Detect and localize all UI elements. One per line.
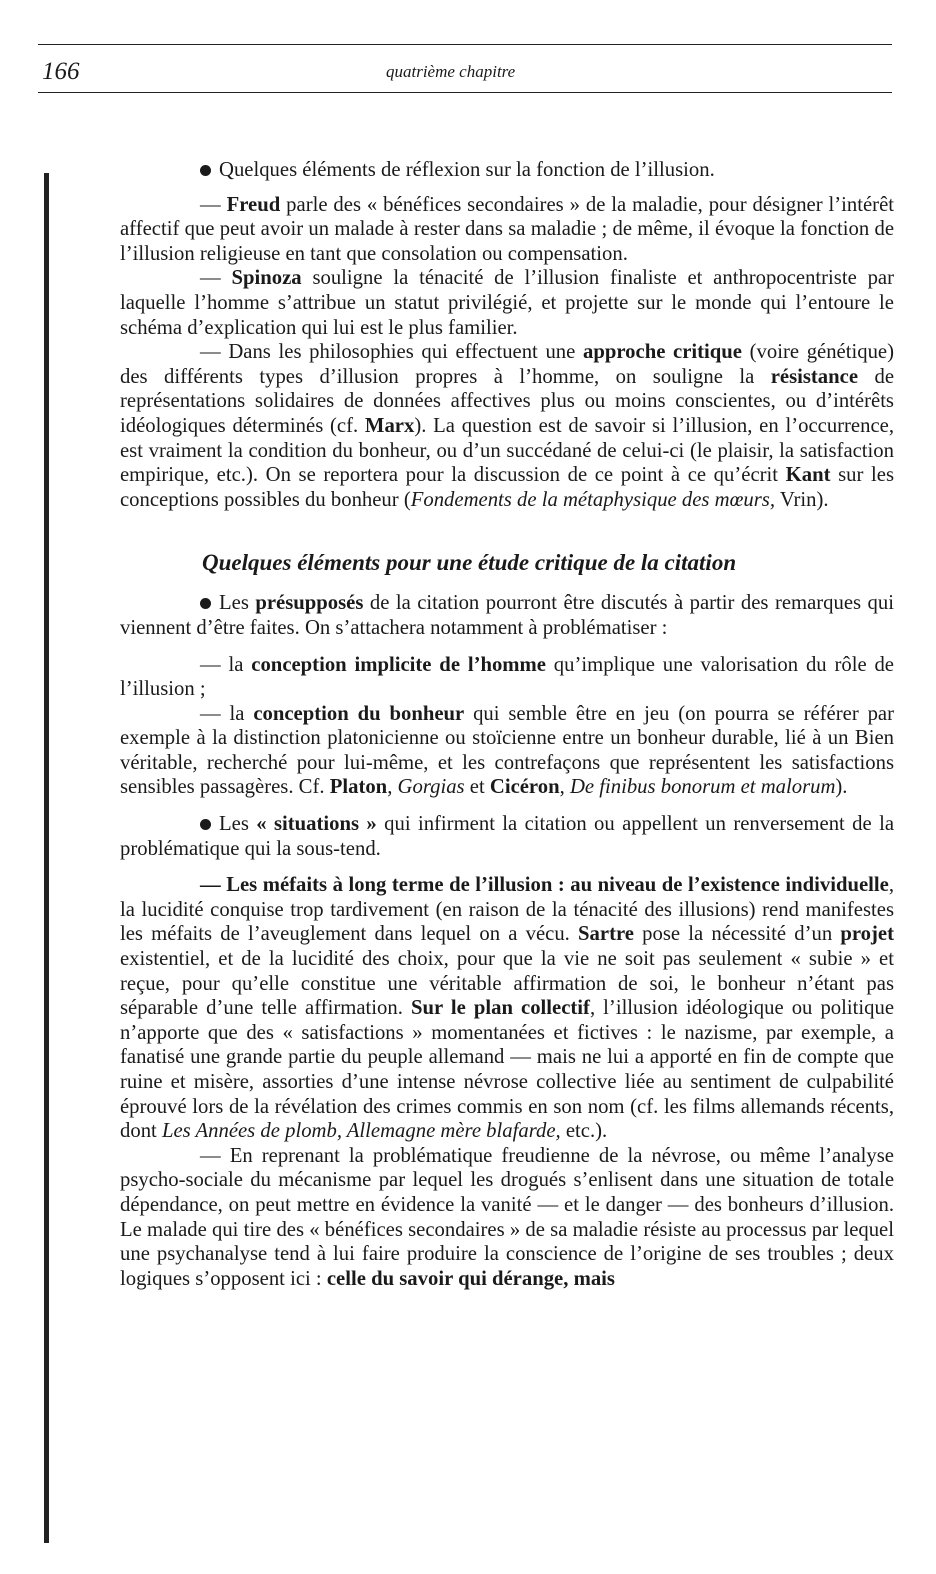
paragraph-spinoza: — Spinoza souligne la ténacité de l’illusion finaliste et anthropocentriste par laquelle l’homme s’attribue un statut privilégié, et projette sur le monde qui l’entoure le schéma d’explication qui lui est le plus familier. <box>120 267 895 339</box>
name-freud: Freud <box>226 193 281 216</box>
name-spinoza: Spinoza <box>231 267 302 290</box>
bullet-icon <box>200 598 211 609</box>
paragraph-conception-homme: — la conception implicite de l’homme qu’implique une valorisation du rôle de l’illusion ; <box>120 653 894 701</box>
bullet-paragraph-situations: Les « situations » qui infirment la citation ou appellent un renversement de la problématique qui la sous-tend. <box>120 813 894 860</box>
header-rule-bottom <box>38 92 892 93</box>
margin-bar <box>44 173 49 1543</box>
page-number: 166 <box>42 58 80 85</box>
bullet-icon <box>200 819 211 830</box>
paragraph-mefaits: — Les méfaits à long terme de l’illusion : au niveau de l’existence individuelle, la lucidité conquise trop tardivement (en raison de la ténacité des illusions) rend manifestes les méfaits de l’aveuglement dans lequel on a vécu. Sartre pose la nécessité d’un projet existentiel, et de la lucidité des choix, pour que la vie ne soit pas seulement « subie » et reçue, pour qu’elle constitue une véritable affirmation de soi, le bonheur n’étant pas séparable d’une telle affirmation. Sur le plan collectif, l’illusion idéologique ou politique n’apporte que des « satisfactions » momentanées et fictives : le nazisme, par exemple, a fanatisé une grande partie du peuple allemand — mais ne lui a apporté en fin de compte que ruine et misère, assorties d’une intense névrose collective liée au sentiment de culpabilité éprouvé lors de la révélation des crimes commis en son nom (cf. les films allemands récents, dont Les Années de plomb, Allemagne mère blafarde, etc.). <box>120 874 895 1143</box>
paragraph-freud: — Freud parle des « bénéfices secondaires » de la maladie, pour désigner l’intérêt affectif que peut avoir un malade à rester dans sa maladie ; de même, il évoque la fonction de l’illusion religieuse en tant que consolation ou compensation. <box>120 193 895 265</box>
paragraph-conception-bonheur: — la conception du bonheur qui semble être en jeu (on pourra se référer par exemple à la distinction platonicienne ou stoïcienne entre un bonheur durable, lié à un Bien véritable, recherché pour lui-même, et les contrefaçons que représentent les satisfactions sensibles passagères. Cf. Platon, Gorgias et Cicéron, De finibus bonorum et malorum). <box>120 702 894 799</box>
paragraph-nevrose: — En reprenant la problématique freudienne de la névrose, ou même l’analyse psycho-sociale du mécanisme par lequel les drogués s’enlisent dans une situation de totale dépendance, on peut mettre en évidence la vanité — et le danger — des bonheurs d’illusion. Le malade qui tire des « bénéfices secondaires » de sa maladie résiste au processus par lequel une psychanalyse tend à lui faire produire la conscience de l’origine de ses troubles ; deux logiques s’opposent ici : celle du savoir qui dérange, mais <box>120 1144 894 1290</box>
paragraph-critical-approach: — Dans les philosophies qui effectuent une approche critique (voire génétique) des différents types d’illusion propres à l’homme, on souligne la résistance de représentations solidaires de données affectives plus ou moins conscientes, ou d’intérêts idéologiques déterminés (cf. Marx). La question est de savoir si l’illusion, en l’occurrence, est vraiment la condition du bonheur, ou d’un succédané de celui-ci (le plaisir, la satisfaction empirique, etc.). On se reportera pour la discussion de ce point à ce qu’écrit Kant sur les conceptions possibles du bonheur (Fondements de la métaphysique des mœurs, Vrin). <box>120 341 895 511</box>
bullet-paragraph-presupposes: Les présupposés de la citation pourront être discutés à partir des remarques qui viennent d’être faites. On s’attachera notamment à problématiser : <box>120 592 894 639</box>
header-rule-top <box>38 44 892 45</box>
bullet-icon <box>200 165 211 176</box>
running-head: quatrième chapitre <box>386 62 516 81</box>
page-body <box>120 158 894 1291</box>
bullet-paragraph-reflection: Quelques éléments de réflexion sur la fonction de l’illusion. <box>120 158 894 183</box>
section-heading: Quelques éléments pour une étude critique de la citation <box>202 550 737 576</box>
